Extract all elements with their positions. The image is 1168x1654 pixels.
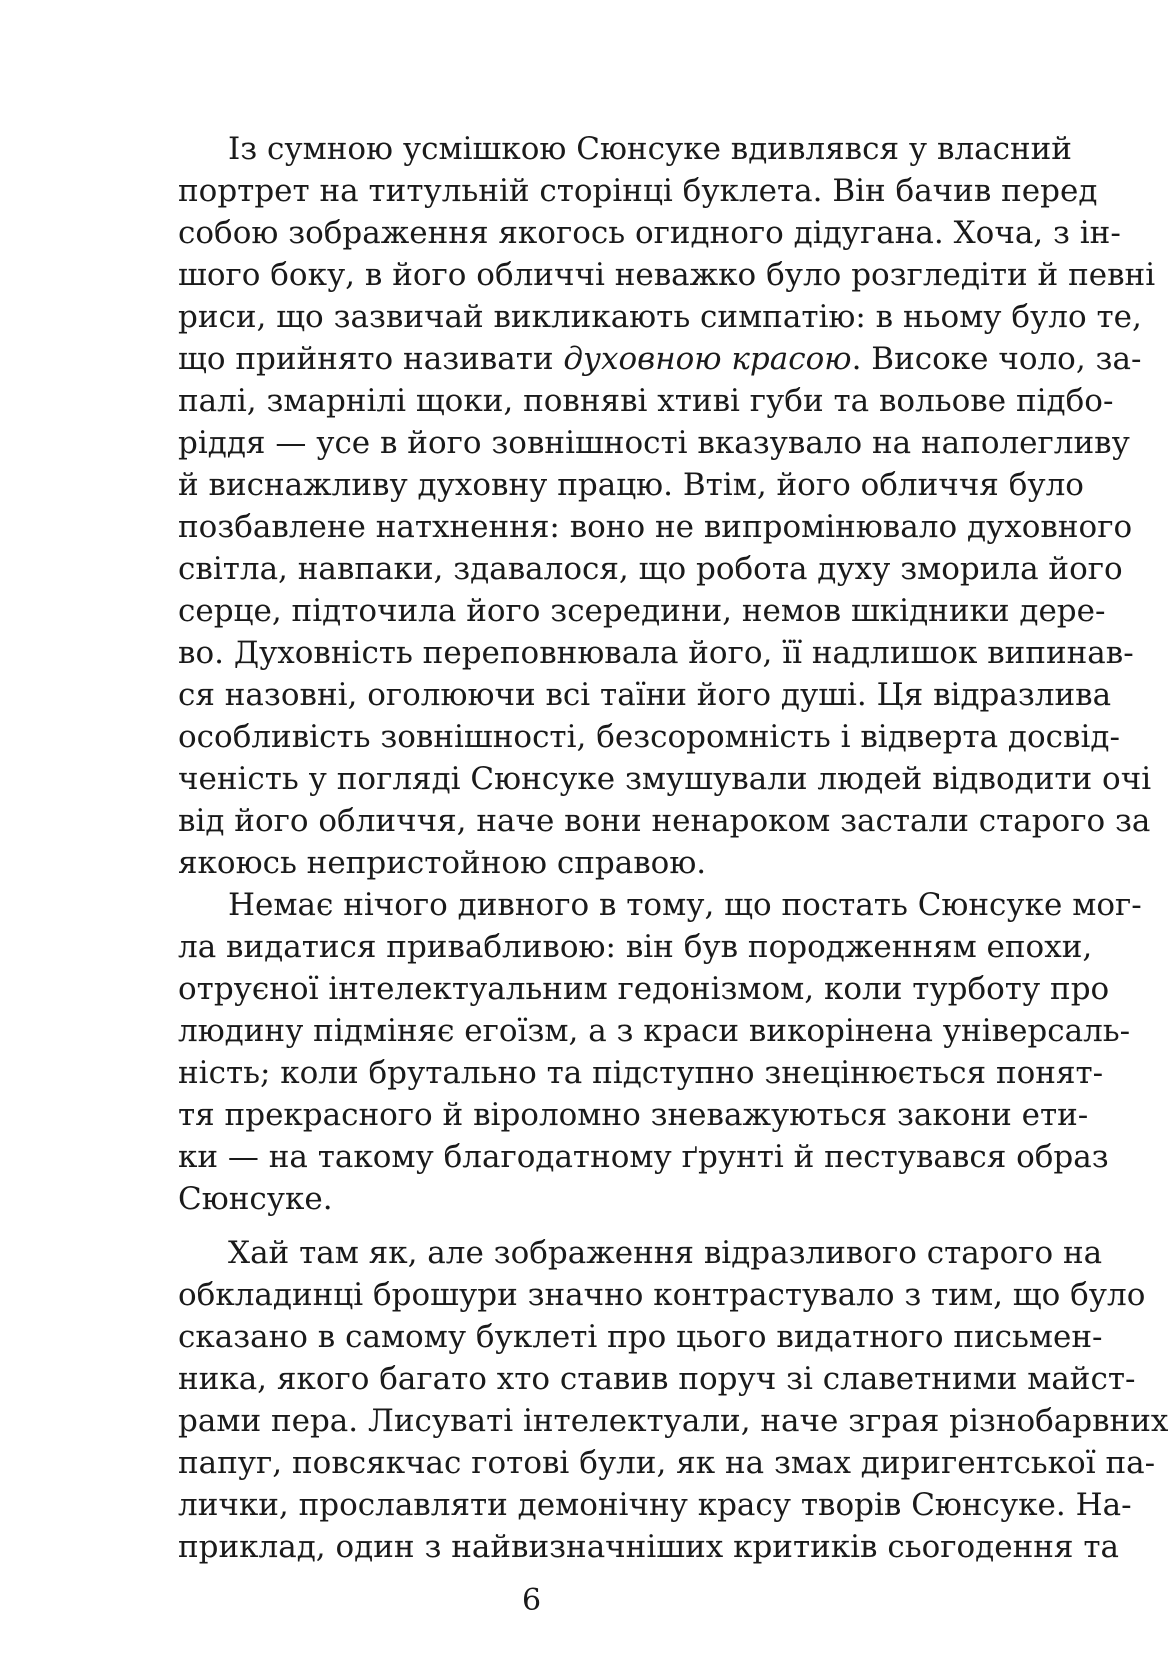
text-line: якоюсь непристойною справою. bbox=[178, 845, 707, 881]
text-line: Сюнсуке. bbox=[178, 1181, 333, 1217]
text-line: Із сумною усмішкою Сюнсуке вдивлявся у власний bbox=[228, 131, 1072, 167]
text-line: ки — на такому благодатному ґрунті й пестувався образ bbox=[178, 1139, 1109, 1175]
text-line: приклад, один з найвизначніших критиків сьогодення та bbox=[178, 1529, 1119, 1565]
text-line: ника, якого багато хто ставив поруч зі славетними майст- bbox=[178, 1361, 1136, 1397]
text-line: від його обличчя, наче вони ненароком застали старого за bbox=[178, 803, 1151, 839]
text-line: ність; коли брутально та підступно знецінюється понят- bbox=[178, 1055, 1104, 1091]
text-line: собою зображення якогось огидного дідугана. Хоча, з ін- bbox=[178, 215, 1121, 251]
text-line: й виснажливу духовну працю. Втім, його обличчя було bbox=[178, 467, 1084, 503]
text-line: особливість зовнішності, безсоромність і відверта досвід- bbox=[178, 719, 1120, 755]
text-line: лички, прославляти демонічну красу творів Сюнсуке. На- bbox=[178, 1487, 1132, 1523]
text-line: палі, змарнілі щоки, повняві хтиві губи та вольове підбо- bbox=[178, 383, 1114, 419]
text-line: тя прекрасного й віроломно зневажуються закони ети- bbox=[178, 1097, 1089, 1133]
text-line: отруєної інтелектуальним гедонізмом, коли турботу про bbox=[178, 971, 1110, 1007]
text-line: сказано в самому буклеті про цього видатного письмен- bbox=[178, 1319, 1103, 1355]
text-segment: . Високе чоло, за- bbox=[851, 341, 1142, 377]
text-line: рами пера. Лисуваті інтелектуали, наче зграя різнобарвних bbox=[178, 1403, 1168, 1439]
text-line: позбавлене натхнення: воно не випромінювало духовного bbox=[178, 509, 1133, 545]
page-number: 6 bbox=[521, 1583, 542, 1618]
text-line: папуг, повсякчас готові були, як на змах диригентської па- bbox=[178, 1445, 1156, 1481]
text-segment: що прийнято називати bbox=[178, 341, 564, 377]
text-line: людину підміняє егоїзм, а з краси викорінена універсаль- bbox=[178, 1013, 1131, 1049]
text-line: світла, навпаки, здавалося, що робота духу зморила його bbox=[178, 551, 1123, 587]
text-line: серце, підточила його зсередини, немов шкідники дере- bbox=[178, 593, 1106, 629]
text-line: обкладинці брошури значно контрастувало з тим, що було bbox=[178, 1277, 1146, 1313]
text-line: ся назовні, оголюючи всі таїни його душі. Ця відразлива bbox=[178, 677, 1112, 713]
text-line: ла видатися привабливою: він був породженням епохи, bbox=[178, 929, 1093, 965]
text-line: Хай там як, але зображення відразливого старого на bbox=[228, 1235, 1103, 1271]
text-line: ріддя — усе в його зовнішності вказувало на наполегливу bbox=[178, 425, 1130, 461]
italic-phrase: духовною красою bbox=[563, 341, 852, 377]
text-line: риси, що зазвичай викликають симпатію: в ньому було те, bbox=[178, 299, 1142, 335]
text-line: портрет на титульній сторінці буклета. Він бачив перед bbox=[178, 173, 1098, 209]
text-line: шого боку, в його обличчі неважко було розгледіти й певні bbox=[178, 257, 1156, 293]
text-line: во. Духовність переповнювала його, її надлишок випинав- bbox=[178, 635, 1134, 671]
text-line: ченість у погляді Сюнсуке змушували людей відводити очі bbox=[178, 761, 1152, 797]
text-line: Немає нічого дивного в тому, що постать Сюнсуке мог- bbox=[228, 887, 1142, 923]
